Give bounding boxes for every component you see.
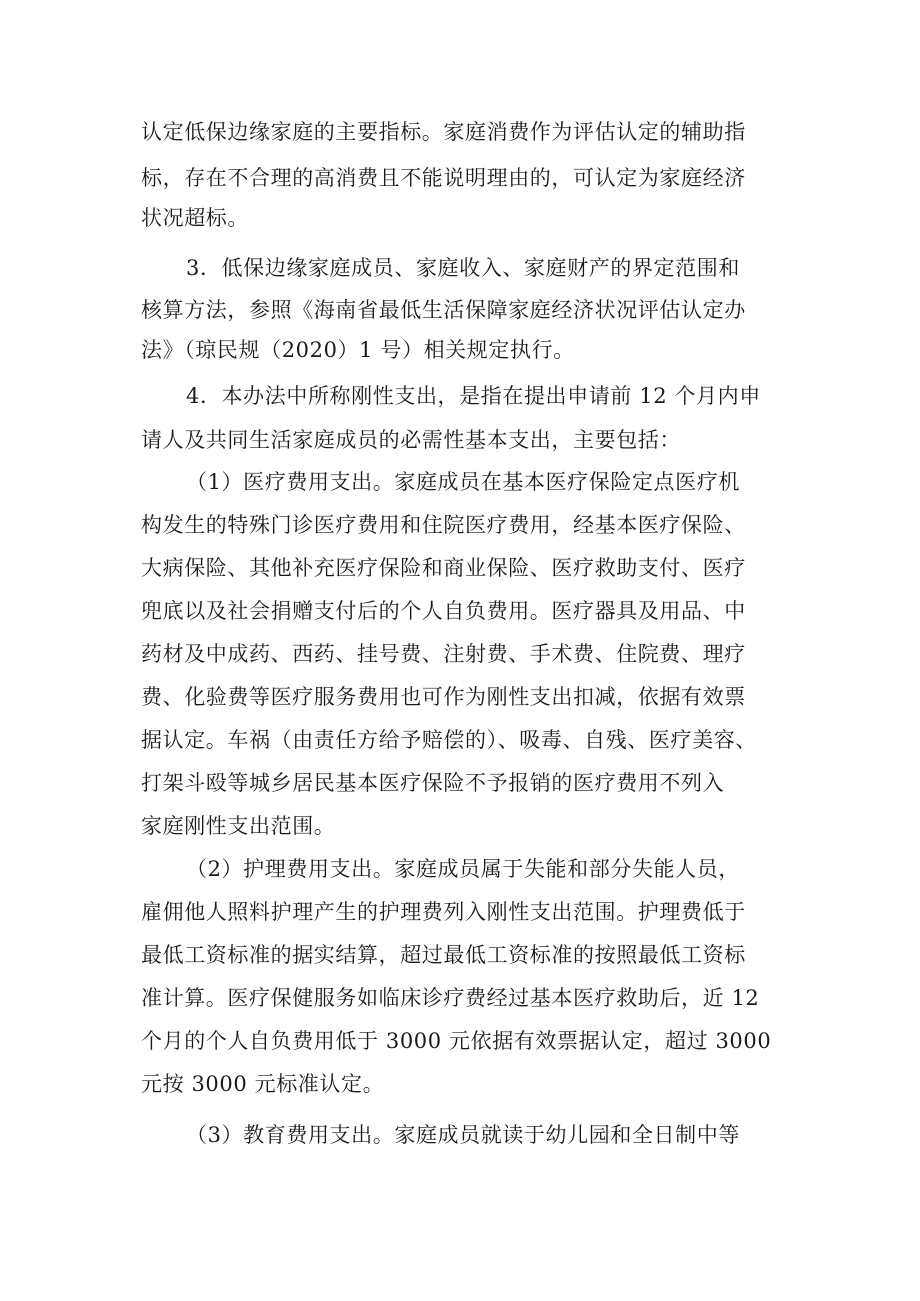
text-line: 构发生的特殊门诊医疗费用和住院医疗费用，经基本医疗保险、 — [141, 513, 746, 537]
text-line: 个月的个人自负费用低于 3000 元依据有效票据认定，超过 3000 — [141, 1029, 772, 1053]
text-line: 标，存在不合理的高消费且不能说明理由的，可认定为家庭经济 — [141, 166, 746, 190]
text-line: 家庭刚性支出范围。 — [141, 814, 336, 838]
text-line: 元按 3000 元标准认定。 — [141, 1072, 385, 1096]
text-line: 最低工资标准的据实结算，超过最低工资标准的按照最低工资标 — [141, 943, 746, 967]
text-line: 状况超标。 — [141, 206, 249, 230]
text-line: （1）医疗费用支出。家庭成员在基本医疗保险定点医疗机 — [186, 470, 740, 494]
text-line: 打架斗殴等城乡居民基本医疗保险不予报销的医疗费用不列入 — [141, 771, 725, 795]
text-line: 大病保险、其他补充医疗保险和商业保险、医疗救助支付、医疗 — [141, 556, 746, 580]
text-line: 费、化验费等医疗服务费用也可作为刚性支出扣减，依据有效票 — [141, 685, 746, 709]
text-line: 4．本办法中所称刚性支出，是指在提出申请前 12 个月内申 — [186, 384, 761, 408]
text-line: 请人及共同生活家庭成员的必需性基本支出，主要包括： — [141, 428, 681, 452]
text-line: 药材及中成药、西药、挂号费、注射费、手术费、住院费、理疗 — [141, 642, 746, 666]
text-line: （2）护理费用支出。家庭成员属于失能和部分失能人员， — [186, 857, 740, 881]
text-line: 据认定。车祸（由责任方给予赔偿的）、吸毒、自残、医疗美容、 — [141, 728, 757, 752]
text-line: 准计算。医疗保健服务如临床诊疗费经过基本医疗救助后，近 12 — [141, 986, 760, 1010]
text-line: 核算方法，参照《海南省最低生活保障家庭经济状况评估认定办 — [141, 298, 746, 322]
text-line: 3．低保边缘家庭成员、家庭收入、家庭财产的界定范围和 — [186, 256, 740, 280]
text-line: 兜底以及社会捐赠支付后的个人自负费用。医疗器具及用品、中 — [141, 599, 746, 623]
text-line: 雇佣他人照料护理产生的护理费列入刚性支出范围。护理费低于 — [141, 900, 746, 924]
text-line: （3）教育费用支出。家庭成员就读于幼儿园和全日制中等 — [186, 1123, 740, 1147]
text-line: 认定低保边缘家庭的主要指标。家庭消费作为评估认定的辅助指 — [141, 120, 746, 144]
text-line: 法》（琼民规（2020）1 号）相关规定执行。 — [141, 338, 575, 362]
